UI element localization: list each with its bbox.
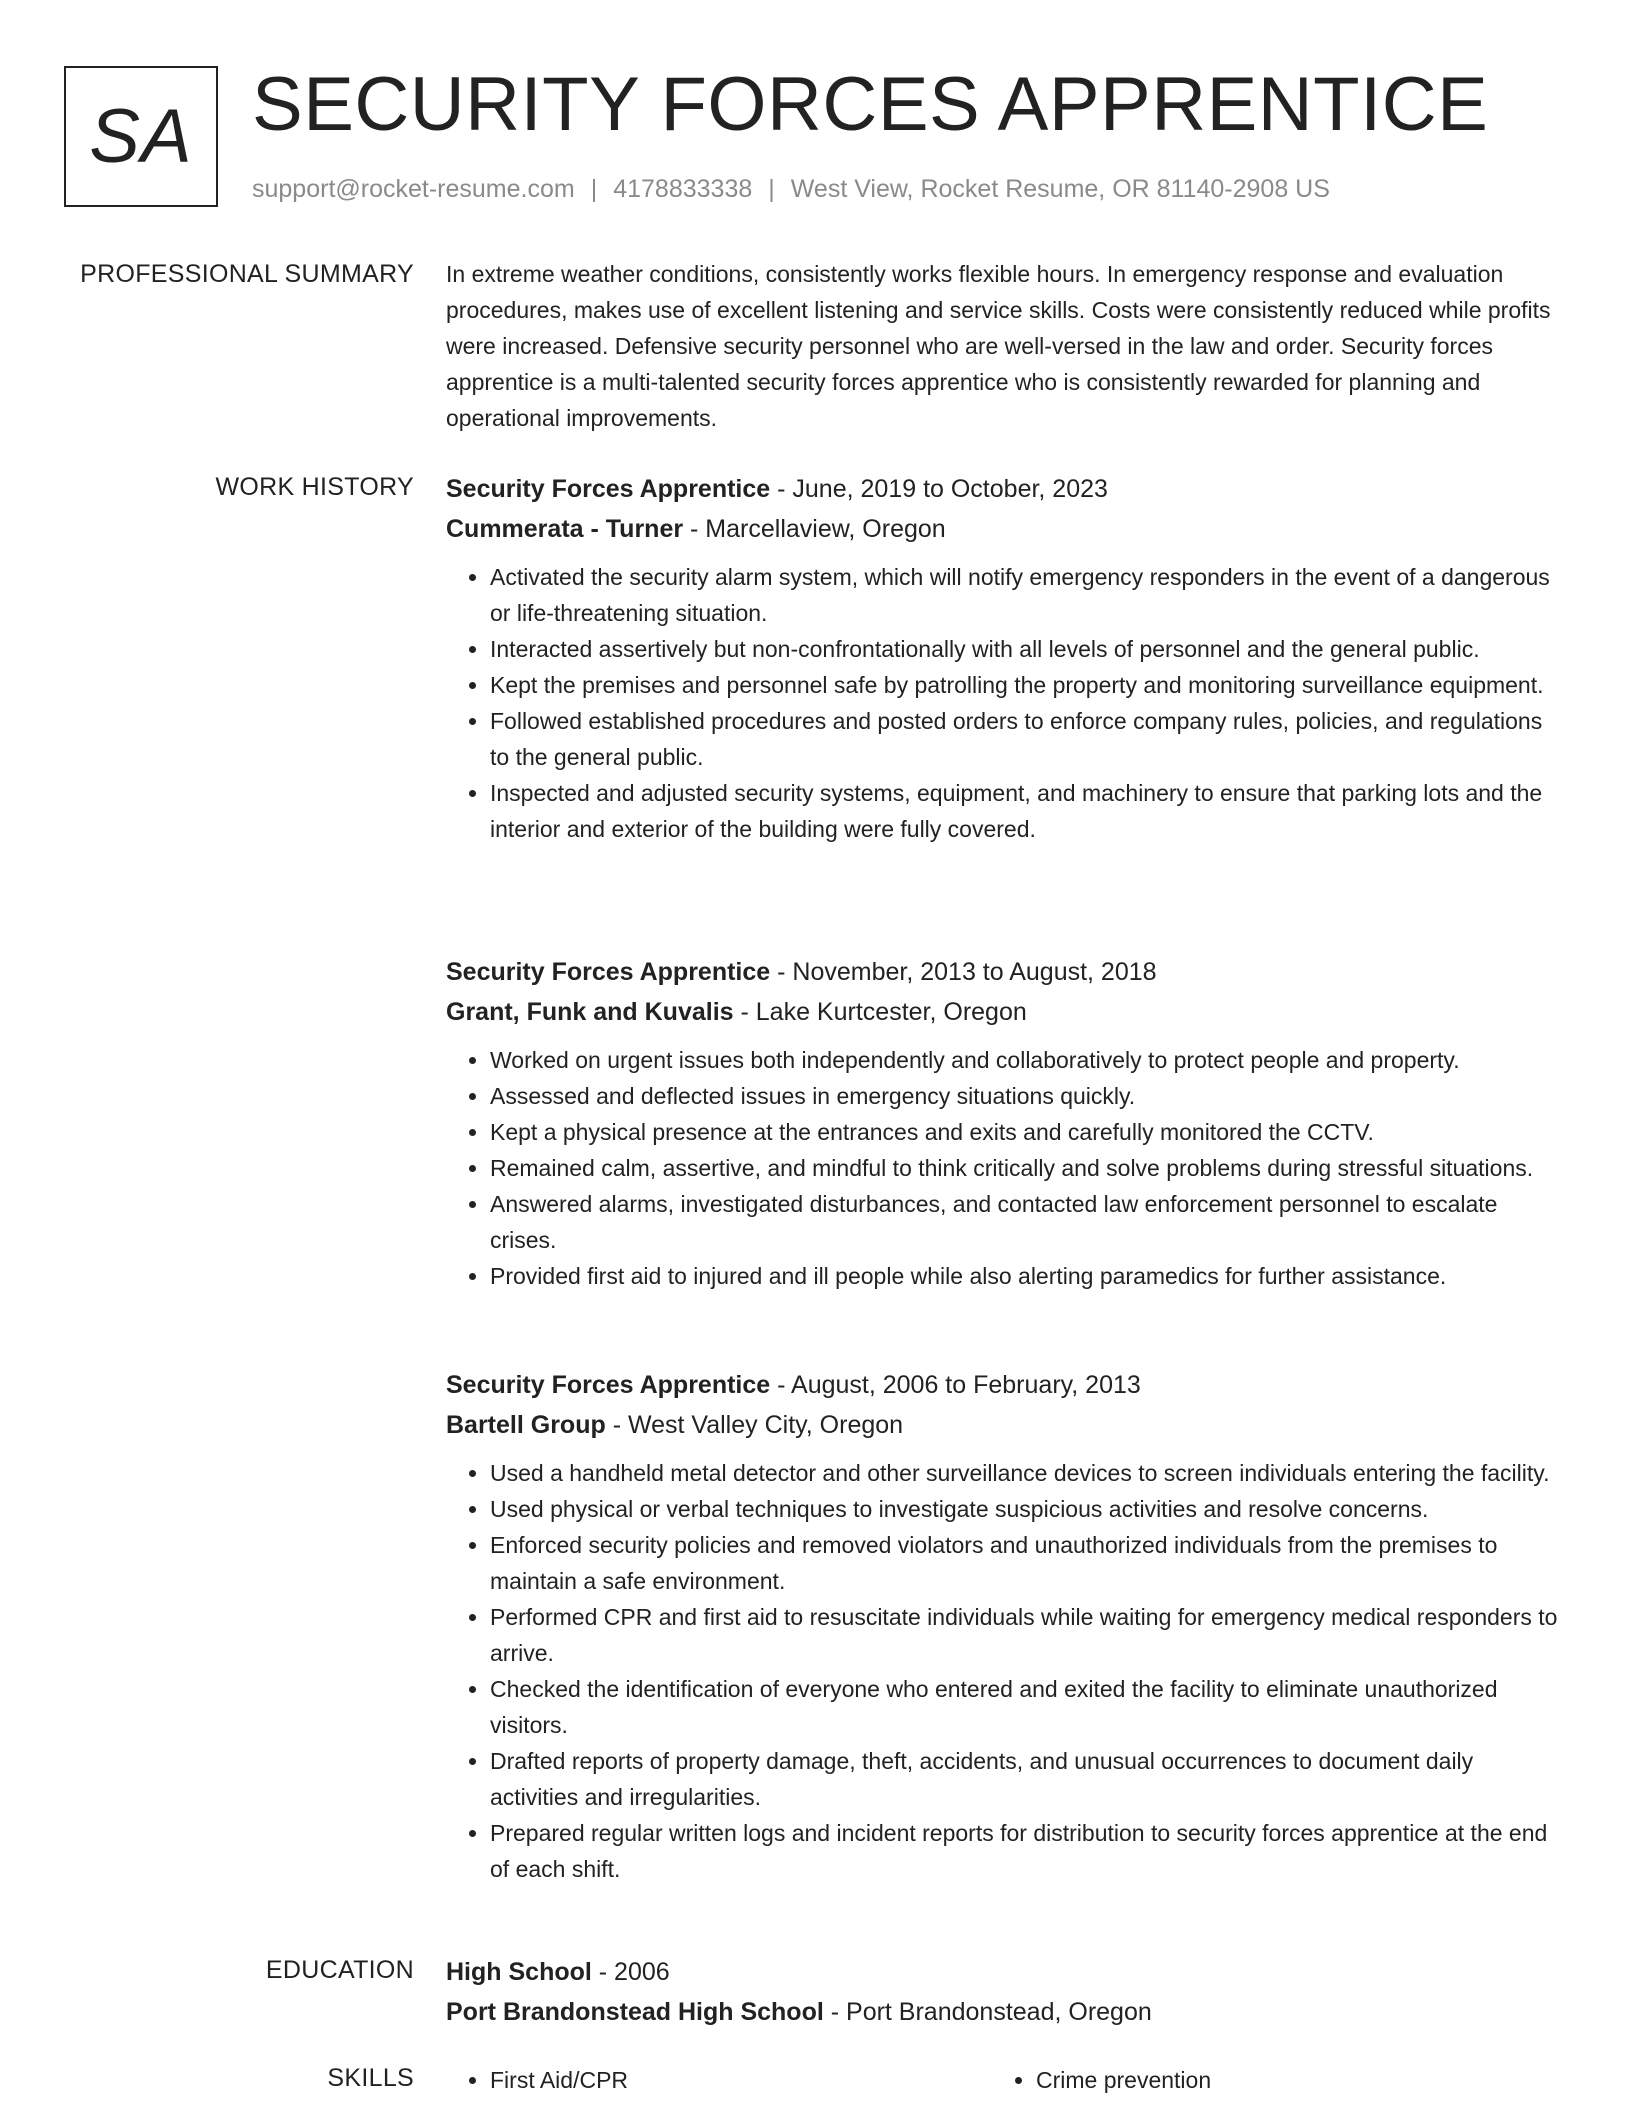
job-bullet: • Assessed and deflected issues in emergency situations quickly. [490, 1078, 1566, 1114]
job-bullet: • Provided first aid to injured and ill people while also alerting paramedics for further assistance. [490, 1258, 1566, 1294]
skills-body [446, 2062, 1566, 2098]
education-body [446, 1952, 1566, 2032]
education-degree-line [446, 1952, 1566, 1992]
contact-separator: | [768, 175, 775, 203]
job-title-line [446, 1365, 1566, 1405]
job-dates: - November, 2013 to August, 2018 [770, 958, 1157, 986]
job-bullet: • Used a handheld metal detector and other surveillance devices to screen individuals entering the facility. [490, 1455, 1566, 1491]
job-bullet: • Worked on urgent issues both independently and collaboratively to protect people and property. [490, 1042, 1566, 1078]
job-bullet: • Enforced security policies and removed violators and unauthorized individuals from the premises to maintain a safe environment. [490, 1527, 1566, 1599]
education-degree: High School [446, 1958, 592, 1986]
skills-column-left [446, 2062, 992, 2098]
summary-body [446, 256, 1566, 436]
job-company-line [446, 992, 1566, 1032]
skill-item: • Crime prevention [1036, 2062, 1538, 2098]
resume-name: SECURITY FORCES APPRENTICE [252, 62, 1489, 147]
job-dates: - August, 2006 to February, 2013 [770, 1371, 1141, 1399]
education-school: Port Brandonstead High School [446, 1998, 824, 2026]
job-company-line [446, 509, 1566, 549]
job-bullets [446, 559, 1566, 847]
monogram-badge: SA [64, 66, 218, 207]
job-location: - Lake Kurtcester, Oregon [733, 998, 1027, 1026]
contact-email: support@rocket-resume.com [252, 175, 575, 203]
skills-column-right [992, 2062, 1538, 2098]
section-label-education: EDUCATION [265, 1956, 414, 1984]
job-company-line [446, 1405, 1566, 1445]
job-bullet: • Answered alarms, investigated disturbances, and contacted law enforcement personnel to escalate crises. [490, 1186, 1566, 1258]
job-title: Security Forces Apprentice [446, 475, 771, 503]
job-bullet: • Interacted assertively but non-confrontationally with all levels of personnel and the general public. [490, 631, 1566, 667]
education-location: - Port Brandonstead, Oregon [823, 1998, 1152, 2026]
section-label-skills: SKILLS [327, 2064, 414, 2092]
job-bullet: • Performed CPR and first aid to resuscitate individuals while waiting for emergency medical responders to arrive. [490, 1599, 1566, 1671]
job-bullet: • Kept the premises and personnel safe by patrolling the property and monitoring surveillance equipment. [490, 667, 1566, 703]
job-bullet: • Used physical or verbal techniques to investigate suspicious activities and resolve concerns. [490, 1491, 1566, 1527]
job-bullet: • Inspected and adjusted security systems, equipment, and machinery to ensure that parking lots and the interior and exterior of the building were fully covered. [490, 775, 1566, 847]
job-bullet: • Drafted reports of property damage, theft, accidents, and unusual occurrences to document daily activities and irregularities. [490, 1743, 1566, 1815]
job-bullet: • Kept a physical presence at the entrances and exits and carefully monitored the CCTV. [490, 1114, 1566, 1150]
summary-text: In extreme weather conditions, consistently works flexible hours. In emergency response and evaluation procedures, makes use of excellent listening and service skills. Costs were consistently reduced while profits were increased. Defensive security personnel who are well-versed in the law and order. Security forces apprentice is a multi-talented security forces apprentice who is consistently rewarded for planning and operational improvements. [446, 261, 1551, 431]
education-school-line [446, 1992, 1566, 2032]
education-year: - 2006 [591, 1958, 670, 1986]
job-company: Grant, Funk and Kuvalis [446, 998, 734, 1026]
job-bullets [446, 1455, 1566, 1887]
job-bullet: • Remained calm, assertive, and mindful to think critically and solve problems during stressful situations. [490, 1150, 1566, 1186]
job-bullet: • Activated the security alarm system, which will notify emergency responders in the event of a dangerous or life-threatening situation. [490, 559, 1566, 631]
contact-phone: 4178833338 [613, 175, 753, 203]
job-location: - West Valley City, Oregon [605, 1411, 904, 1439]
job-company: Cummerata - Turner [446, 515, 684, 543]
job-entry [446, 1365, 1566, 1887]
job-entry [446, 469, 1566, 847]
job-dates: - June, 2019 to October, 2023 [770, 475, 1108, 503]
job-title-line [446, 469, 1566, 509]
section-label-work-history: WORK HISTORY [215, 473, 414, 501]
contact-address: West View, Rocket Resume, OR 81140-2908 US [790, 175, 1330, 203]
job-title-line [446, 952, 1566, 992]
job-title: Security Forces Apprentice [446, 958, 771, 986]
job-bullet: • Checked the identification of everyone who entered and exited the facility to eliminate unauthorized visitors. [490, 1671, 1566, 1743]
job-entry [446, 952, 1566, 1294]
job-location: - Marcellaview, Oregon [683, 515, 946, 543]
job-bullet: • Prepared regular written logs and incident reports for distribution to security forces apprentice at the end of each shift. [490, 1815, 1566, 1887]
contact-line [252, 173, 1330, 205]
job-bullet: • Followed established procedures and posted orders to enforce company rules, policies, and regulations to the general public. [490, 703, 1566, 775]
contact-separator: | [590, 175, 598, 203]
section-label-summary: PROFESSIONAL SUMMARY [80, 260, 414, 288]
skill-item: • First Aid/CPR [490, 2062, 992, 2098]
skills-grid [446, 2062, 1566, 2098]
resume-header [64, 62, 1584, 210]
job-company: Bartell Group [446, 1411, 606, 1439]
job-title: Security Forces Apprentice [446, 1371, 771, 1399]
job-bullets [446, 1042, 1566, 1294]
